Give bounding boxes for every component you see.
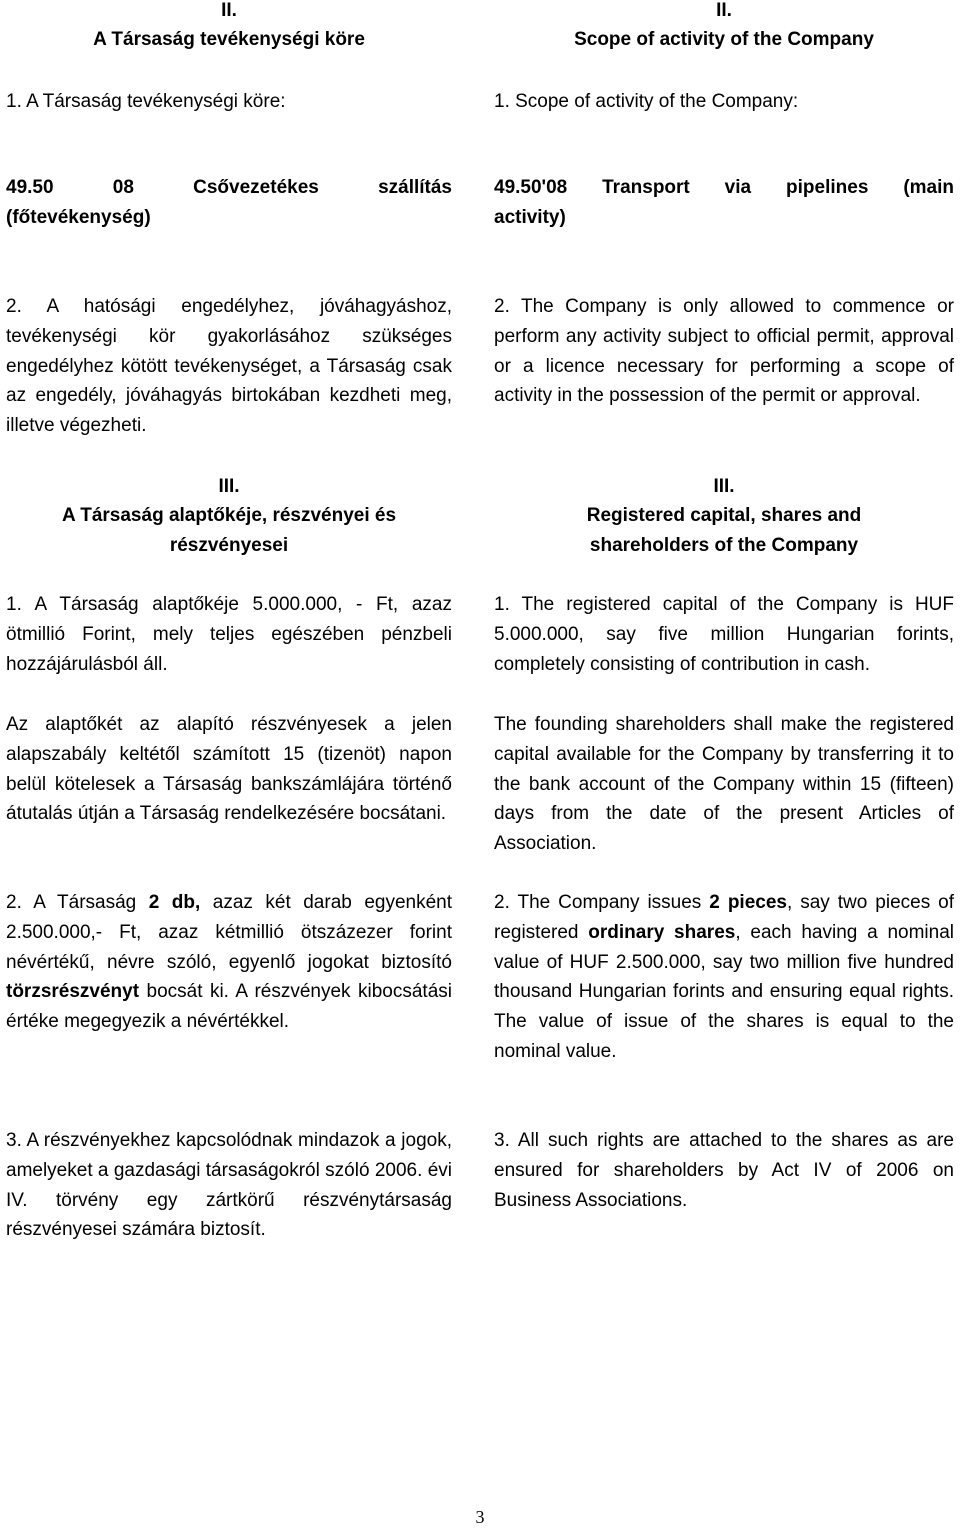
activity-code-note-en: activity) [494,207,566,228]
capital-paragraph-en: 1. The registered capital of the Company is HUF 5.000.000, say five million Hungarian forints, completely consisting of contribution in cash. [494,594,954,675]
section-2-title-en: Scope of activity of the Company [574,29,874,50]
section-3-number-en: III. [713,476,735,497]
shares-paragraph-en: 2. The Company issues 2 pieces, say two pieces of registered ordinary shares, each having a nominal value of HUF 2.500.000, say two million five hundred thousand Hungarian forints and ensuring equal rights. The value of issue of the shares is equal to the nominal value. [494,892,955,1062]
section-2-number-hu: II. [221,0,237,21]
section-3-title-hu: A Társaság alaptőkéje, részvényei és részvényesei [61,505,397,556]
activity-label-en: 1. Scope of activity of the Company: [494,91,799,112]
capital-payment-paragraph-en: The founding shareholders shall make the registered capital available for the Company by transferring it to the bank account of the Company within 15 (fifteen) days from the date of the present Articles of Association. [494,714,954,855]
section-3-number-hu: III. [218,476,240,497]
activity-code-hu: 49.50 08 Csővezetékes szállítás [6,177,452,198]
activity-label-hu: 1. A Társaság tevékenységi köre: [6,91,286,112]
page-number: 3 [475,1507,485,1527]
section-3-title-en: Registered capital, shares and shareholders of the Company [586,505,862,556]
capital-paragraph-hu: 1. A Társaság alaptőkéje 5.000.000, - Ft, azaz ötmillió Forint, mely teljes egészében pénzbeli hozzájárulásból áll. [6,594,452,675]
capital-payment-paragraph-hu: Az alaptőkét az alapító részvényesek a jelen alapszabály keltétől számított 15 (tizenöt) napon belül kötelesek a Társaság bankszámlájára történő átutalás útján a Társaság rendelkezésére bocsátani. [6,714,452,825]
activity-code-en: 49.50'08 Transport via pipelines (main [494,177,954,198]
section-2-number-en: II. [716,0,732,21]
permit-paragraph-hu: 2. A hatósági engedélyhez, jóváhagyáshoz, tevékenységi kör gyakorlásához szükséges engedélyhez kötött tevékenységet, a Társaság csak az engedély, jóváhagyás birtokában kezdheti meg, illetve végezheti. [6,296,452,437]
section-2-title-hu: A Társaság tevékenységi köre [93,29,365,50]
activity-code-note-hu: (főtevékenység) [6,207,151,228]
shares-paragraph-hu: 2. A Társaság 2 db, azaz két darab egyenként 2.500.000,- Ft, azaz kétmillió ötszázezer forint névértékű, névre szóló, egyenlő jogokat biztosító törzsrészvényt bocsát ki. A részvények kibocsátási értéke megegyezik a névértékkel. [6,892,452,1033]
permit-paragraph-en: 2. The Company is only allowed to commence or perform any activity subject to official permit, approval or a licence necessary for performing a scope of activity in the possession of the permit or approval. [494,296,954,407]
rights-paragraph-hu: 3. A részvényekhez kapcsolódnak mindazok a jogok, amelyeket a gazdasági társaságokról szóló 2006. évi IV. törvény egy zártkörű részvénytársaság részvényesei számára biztosít. [6,1130,452,1241]
rights-paragraph-en: 3. All such rights are attached to the shares as are ensured for shareholders by Act IV of 2006 on Business Associations. [494,1130,954,1211]
